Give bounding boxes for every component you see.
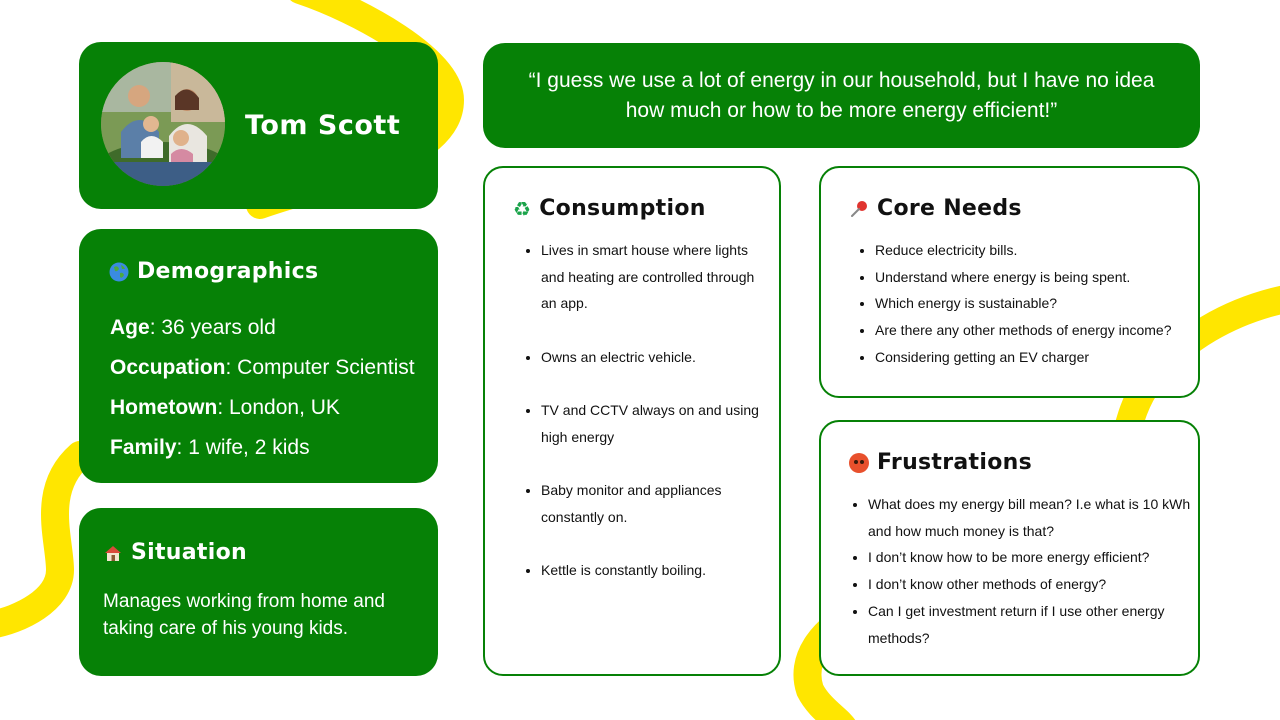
list-item: • I don’t know how to be more energy efficient?	[868, 544, 1198, 571]
consumption-heading	[513, 196, 706, 221]
hometown-label: Hometown	[110, 396, 218, 419]
list-item: • Lives in smart house where lights and heating are controlled through an app.	[541, 237, 761, 317]
core-needs-title: Core Needs	[877, 196, 1022, 221]
demographics-list	[110, 308, 415, 468]
frustrations-list	[846, 491, 1198, 651]
demographics-row-hometown	[110, 388, 415, 428]
list-item: • Reduce electricity bills.	[875, 237, 1205, 264]
family-label: Family	[110, 436, 177, 459]
frustrations-heading	[849, 450, 1032, 475]
situation-heading	[103, 540, 247, 565]
angry-face-icon	[849, 453, 869, 473]
frustrations-card	[819, 420, 1200, 676]
occupation-label: Occupation	[110, 356, 226, 379]
persona-name: Tom Scott	[245, 110, 401, 141]
age-label: Age	[110, 316, 150, 339]
demographics-title: Demographics	[137, 259, 319, 284]
occupation-value: : Computer Scientist	[225, 356, 415, 379]
demographics-heading	[109, 259, 318, 284]
situation-text: Manages working from home and taking care of his young kids.	[103, 591, 385, 639]
list-item: • Understand where energy is being spent.	[875, 264, 1205, 291]
hometown-value: : London, UK	[217, 396, 340, 419]
family-photo-icon	[101, 62, 225, 186]
demographics-row-occupation	[110, 348, 415, 388]
list-item: • What does my energy bill mean? I.e what is 10 kWh and how much money is that?	[868, 491, 1198, 544]
list-item: • Which energy is sustainable?	[875, 290, 1205, 317]
quote-banner	[483, 43, 1200, 148]
frustrations-title: Frustrations	[877, 450, 1032, 475]
list-item: • Baby monitor and appliances constantly on.	[541, 477, 761, 530]
situation-title: Situation	[131, 540, 247, 565]
consumption-list	[519, 237, 761, 611]
quote-text: “I guess we use a lot of energy in our household, but I have no idea how much or how to be more energy efficient!”	[528, 68, 1155, 122]
core-needs-heading	[849, 196, 1022, 221]
demographics-row-age	[110, 308, 415, 348]
consumption-card	[483, 166, 781, 676]
globe-icon	[109, 262, 129, 282]
core-needs-card	[819, 166, 1200, 398]
age-value: : 36 years old	[149, 316, 276, 339]
demographics-row-family	[110, 428, 415, 468]
demographics-card	[79, 229, 438, 483]
core-needs-list	[853, 237, 1205, 371]
list-item: • Owns an electric vehicle.	[541, 344, 761, 371]
situation-card	[79, 508, 438, 676]
family-photo-avatar	[101, 62, 225, 186]
consumption-title: Consumption	[539, 196, 706, 221]
family-value: : 1 wife, 2 kids	[176, 436, 310, 459]
list-item: • I don’t know other methods of energy?	[868, 571, 1198, 598]
list-item: • Are there any other methods of energy income?	[875, 317, 1205, 344]
pushpin-icon	[849, 199, 869, 219]
recycle-icon: ♻	[513, 196, 532, 221]
list-item: • TV and CCTV always on and using high energy	[541, 397, 761, 450]
profile-card	[79, 42, 438, 209]
list-item: • Can I get investment return if I use other energy methods?	[868, 598, 1198, 651]
list-item: • Kettle is constantly boiling.	[541, 557, 761, 584]
house-icon	[103, 543, 123, 563]
list-item: • Considering getting an EV charger	[875, 344, 1205, 371]
